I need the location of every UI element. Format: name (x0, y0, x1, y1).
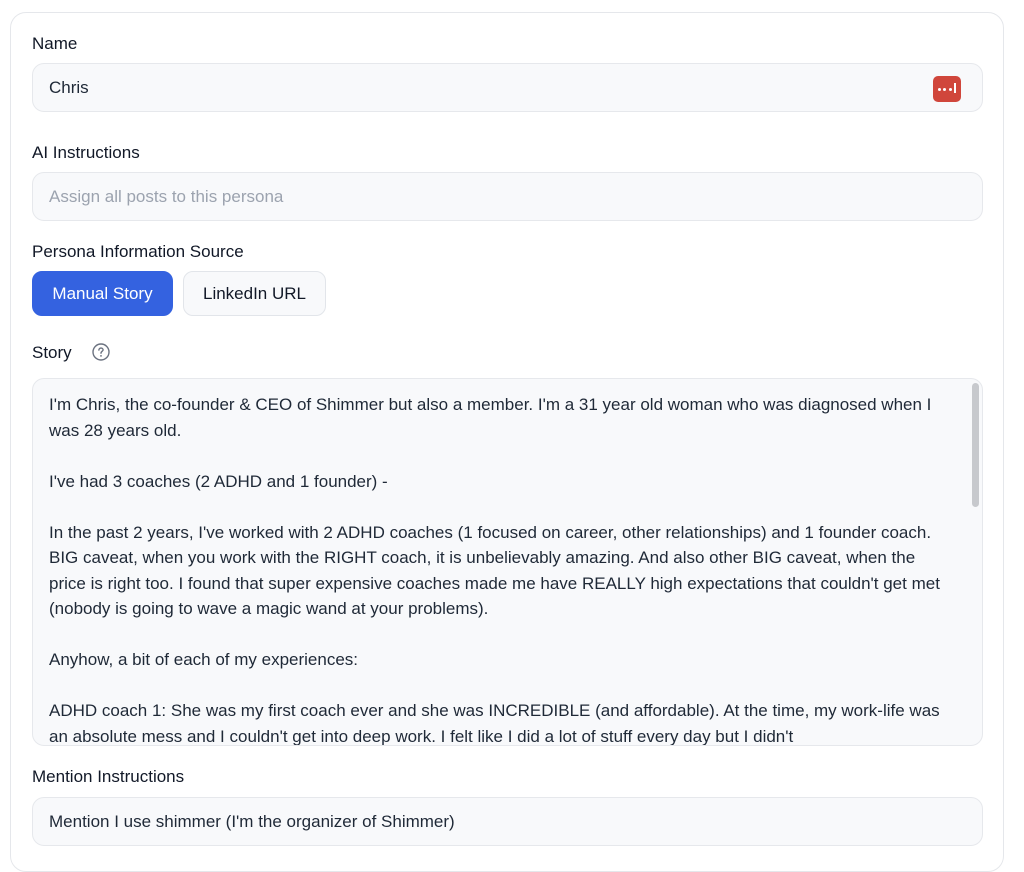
ai-instructions-input[interactable] (33, 173, 982, 220)
story-scroll-thumb[interactable] (972, 383, 979, 507)
mention-field-container (32, 797, 983, 846)
mention-instructions-input[interactable] (33, 798, 982, 845)
ai-instructions-label: AI Instructions (32, 143, 140, 162)
linkedin-url-button[interactable]: LinkedIn URL (183, 271, 326, 316)
story-textarea[interactable] (32, 378, 983, 746)
name-input[interactable] (33, 64, 982, 111)
password-manager-icon[interactable] (933, 76, 961, 102)
ai-instructions-field-container (32, 172, 983, 221)
story-text[interactable]: I'm Chris, the co-founder & CEO of Shimmer but also a member. I'm a 31 year old woman who was diagnosed when I was 28 years old. I've had 3 coaches (2 ADHD and 1 founder) - In the past 2 years, I've worked with 2 ADHD coaches (1 focused on career, other relationships) and 1 founder coach. BIG caveat, when you work with the RIGHT coach, it is unbelievably amazing. And also other BIG caveat, when the price is right too. I found that super expensive coaches made me have REALLY high expectations that couldn't get met (nobody is going to wave a magic wand at your problems). Anyhow, a bit of each of my experiences: ADHD coach 1: She was my first coach ever and she was INCREDIBLE (and affordable). At the time, my work-life was an absolute mess and I couldn't get into deep work. I felt like I did a lot of stuff every day but I didn't (49, 395, 940, 746)
name-label: Name (32, 34, 78, 53)
persona-source-label: Persona Information Source (32, 242, 244, 261)
name-field-container (32, 63, 983, 112)
story-label: Story (32, 343, 72, 362)
mention-instructions-label: Mention Instructions (32, 767, 185, 786)
resize-grip-icon[interactable] (973, 736, 979, 742)
story-scrollbar[interactable] (970, 379, 982, 745)
help-icon[interactable] (92, 343, 110, 361)
manual-story-button[interactable]: Manual Story (32, 271, 173, 316)
